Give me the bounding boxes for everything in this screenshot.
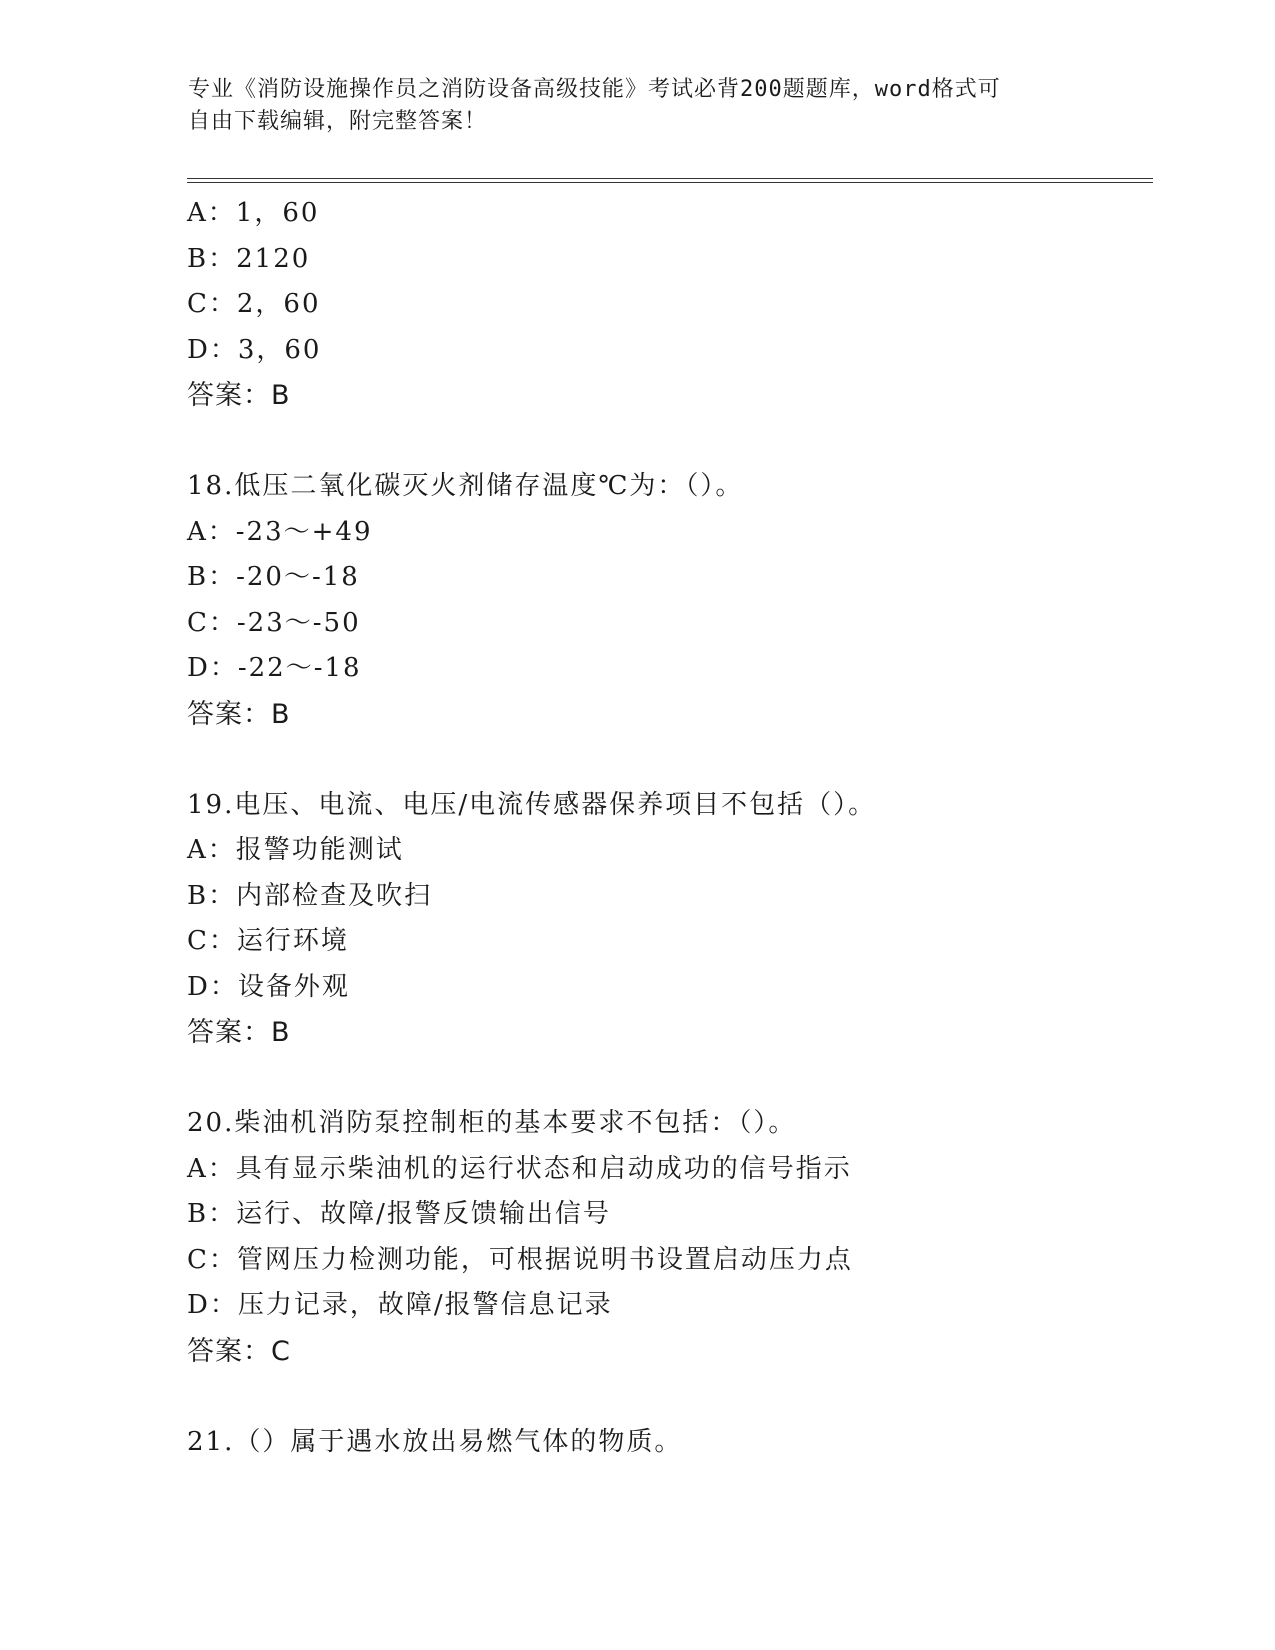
option-d: D：-22～-18 <box>187 653 362 683</box>
header-divider-top <box>187 178 1153 179</box>
spacer <box>187 737 1147 783</box>
option-c: C：运行环境 <box>187 926 349 956</box>
option-a: A：具有显示柴油机的运行状态和启动成功的信号指示 <box>187 1153 852 1184</box>
question-21-block <box>187 1420 1147 1466</box>
option-d: D：3，60 <box>187 334 322 365</box>
header-line-1: 专业《消防设施操作员之消防设备高级技能》考试必背200题题库，word格式可 <box>188 77 1001 102</box>
question-text: 20.柴油机消防泵控制柜的基本要求不包括：（）。 <box>187 1108 797 1138</box>
answer: 答案：B <box>187 1017 291 1048</box>
option-a: A：1，60 <box>187 198 320 228</box>
option-d: D：压力记录，故障/报警信息记录 <box>187 1290 613 1320</box>
question-text: 19.电压、电流、电压/电流传感器保养项目不包括（）。 <box>187 789 877 820</box>
option-c: C：2，60 <box>187 289 321 319</box>
option-d: D：设备外观 <box>187 971 350 1002</box>
header-divider-bottom <box>187 182 1153 183</box>
spacer <box>187 419 1147 465</box>
option-a: A：报警功能测试 <box>187 835 404 865</box>
document-header <box>188 74 1088 138</box>
header-line-2: 自由下载编辑，附完整答案！ <box>188 109 488 134</box>
option-b: B：运行、故障/报警反馈输出信号 <box>187 1199 611 1229</box>
question-18-block <box>187 464 1147 737</box>
question-text: 21.（）属于遇水放出易燃气体的物质。 <box>187 1426 683 1457</box>
question-list <box>187 191 1147 1465</box>
option-b: B：2120 <box>187 243 311 274</box>
option-c: C：-23～-50 <box>187 607 361 638</box>
spacer <box>187 1056 1147 1102</box>
answer: 答案：B <box>187 380 291 411</box>
option-b: B：内部检查及吹扫 <box>187 880 433 911</box>
question-text: 18.低压二氧化碳灭火剂储存温度℃为：（）。 <box>187 471 744 501</box>
answer: 答案：B <box>187 698 291 730</box>
question-17-block <box>187 191 1147 419</box>
option-a: A：-23～+49 <box>187 516 373 547</box>
question-20-block <box>187 1101 1147 1374</box>
answer: 答案：C <box>187 1335 291 1367</box>
question-19-block <box>187 783 1147 1056</box>
option-b: B：-20～-18 <box>187 562 360 592</box>
spacer <box>187 1374 1147 1420</box>
option-c: C：管网压力检测功能，可根据说明书设置启动压力点 <box>187 1244 853 1275</box>
